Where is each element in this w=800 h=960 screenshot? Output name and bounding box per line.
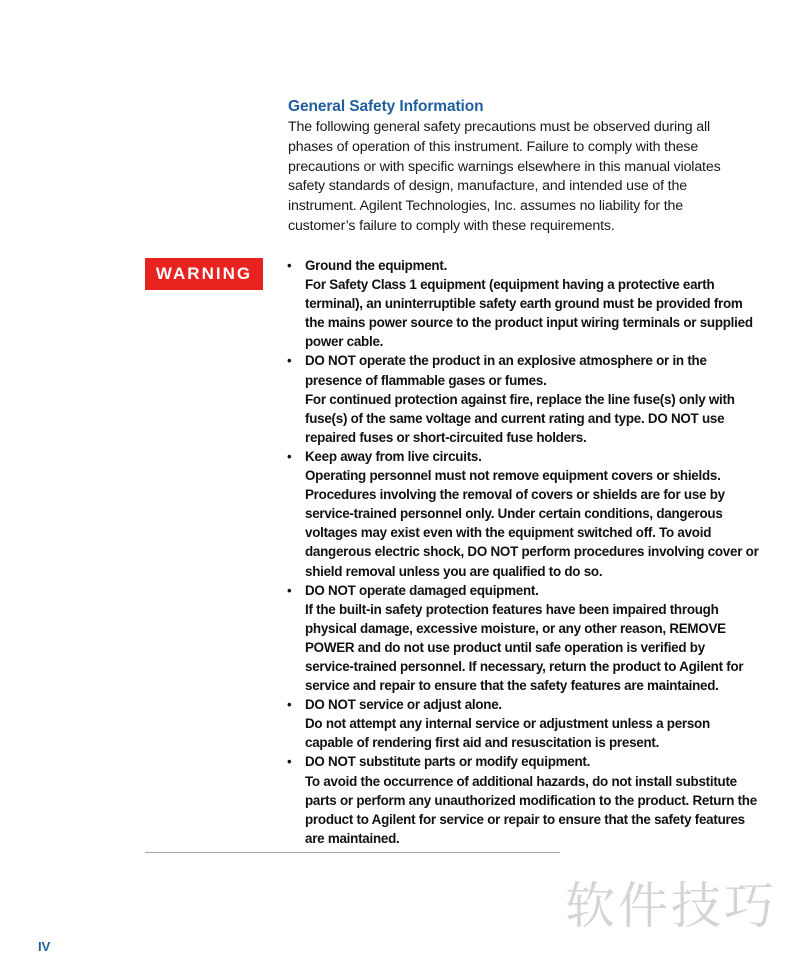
intro-line: precautions or with specific warnings elsewhere in this manual violates [288, 158, 721, 175]
warning-item [287, 447, 767, 581]
warning-heading: DO NOT operate the product in an explosive atmosphere or in the [305, 353, 707, 369]
page-number: IV [38, 939, 51, 954]
warning-text-line: To avoid the occurrence of additional hazards, do not install substitute [305, 773, 737, 789]
warning-text-line: the mains power source to the product input wiring terminals or supplied [305, 315, 753, 331]
intro-line: The following general safety precautions must be observed during all [288, 119, 710, 135]
warning-text-line: POWER and do not use product until safe operation is verified by [305, 639, 705, 655]
warning-text-line: If the built-in safety protection features have been impaired through [305, 601, 719, 617]
warning-item [287, 256, 767, 351]
intro-line: safety standards of design, manufacture, and intended use of the [288, 178, 687, 195]
bullet-icon: • [287, 754, 292, 770]
warning-heading: DO NOT substitute parts or modify equipment. [305, 754, 591, 770]
warning-list [287, 256, 767, 848]
warning-heading: DO NOT operate damaged equipment. [305, 582, 539, 598]
warning-text-line: dangerous electric shock, DO NOT perform procedures involving cover or [305, 544, 759, 560]
warning-badge: WARNING [145, 258, 263, 290]
warning-item [287, 695, 767, 752]
warning-heading: Keep away from live circuits. [305, 448, 482, 464]
warning-text-line: Do not attempt any internal service or adjustment unless a person [305, 716, 710, 732]
bullet-icon: • [287, 448, 292, 464]
bullet-icon: • [287, 697, 292, 713]
warning-text-line: service-trained personnel. If necessary, return the product to Agilent for [305, 658, 744, 674]
bullet-icon: • [287, 258, 292, 273]
bullet-icon: • [287, 353, 292, 369]
warning-text-line: voltages may exist even with the equipment switched off. To avoid [305, 525, 712, 541]
warning-text-line: fuse(s) of the same voltage and current rating and type. DO NOT use [305, 410, 725, 426]
intro-line: instrument. Agilent Technologies, Inc. assumes no liability for the [288, 198, 684, 215]
warning-text-line: physical damage, excessive moisture, or any other reason, REMOVE [305, 620, 726, 636]
bullet-icon: • [287, 582, 292, 598]
divider [145, 852, 560, 853]
warning-text-line: service-trained personnel only. Under certain conditions, dangerous [305, 506, 723, 522]
warning-text-line: shield removal unless you are qualified to do so. [305, 563, 603, 579]
warning-item [287, 581, 767, 696]
warning-text-line: repaired fuses or short-circuited fuse holders. [305, 429, 587, 445]
warning-text-line: Procedures involving the removal of covers or shields are for use by [305, 487, 725, 503]
warning-text-line: For Safety Class 1 equipment (equipment having a protective earth [305, 277, 715, 293]
warning-text-line: capable of rendering first aid and resuscitation is present. [305, 735, 660, 751]
warning-text-line: service and repair to ensure that the safety features are maintained. [305, 678, 719, 694]
intro-line: phases of operation of this instrument. Failure to comply with these [288, 138, 699, 155]
warning-heading: presence of flammable gases or fumes. [305, 372, 547, 388]
warning-text-line: For continued protection against fire, replace the line fuse(s) only with [305, 391, 735, 407]
intro-paragraph [288, 118, 758, 237]
warning-text-line: power cable. [305, 334, 384, 350]
warning-heading: Ground the equipment. [305, 258, 448, 273]
warning-item [287, 752, 767, 847]
warning-text-line: Operating personnel must not remove equipment covers or shields. [305, 468, 721, 484]
section-title: General Safety Information [288, 97, 484, 115]
warning-item [287, 351, 767, 446]
warning-text-line: terminal), an uninterruptible safety earth ground must be provided from [305, 296, 743, 312]
watermark: 软件技巧 [565, 877, 777, 935]
warning-heading: DO NOT service or adjust alone. [305, 697, 502, 713]
warning-text-line: product to Agilent for service or repair to ensure that the safety features [305, 811, 745, 827]
intro-line: customer’s failure to comply with these requirements. [288, 217, 615, 234]
warning-text-line: parts or perform any unauthorized modification to the product. Return the [305, 792, 757, 808]
warning-text-line: are maintained. [305, 830, 400, 846]
